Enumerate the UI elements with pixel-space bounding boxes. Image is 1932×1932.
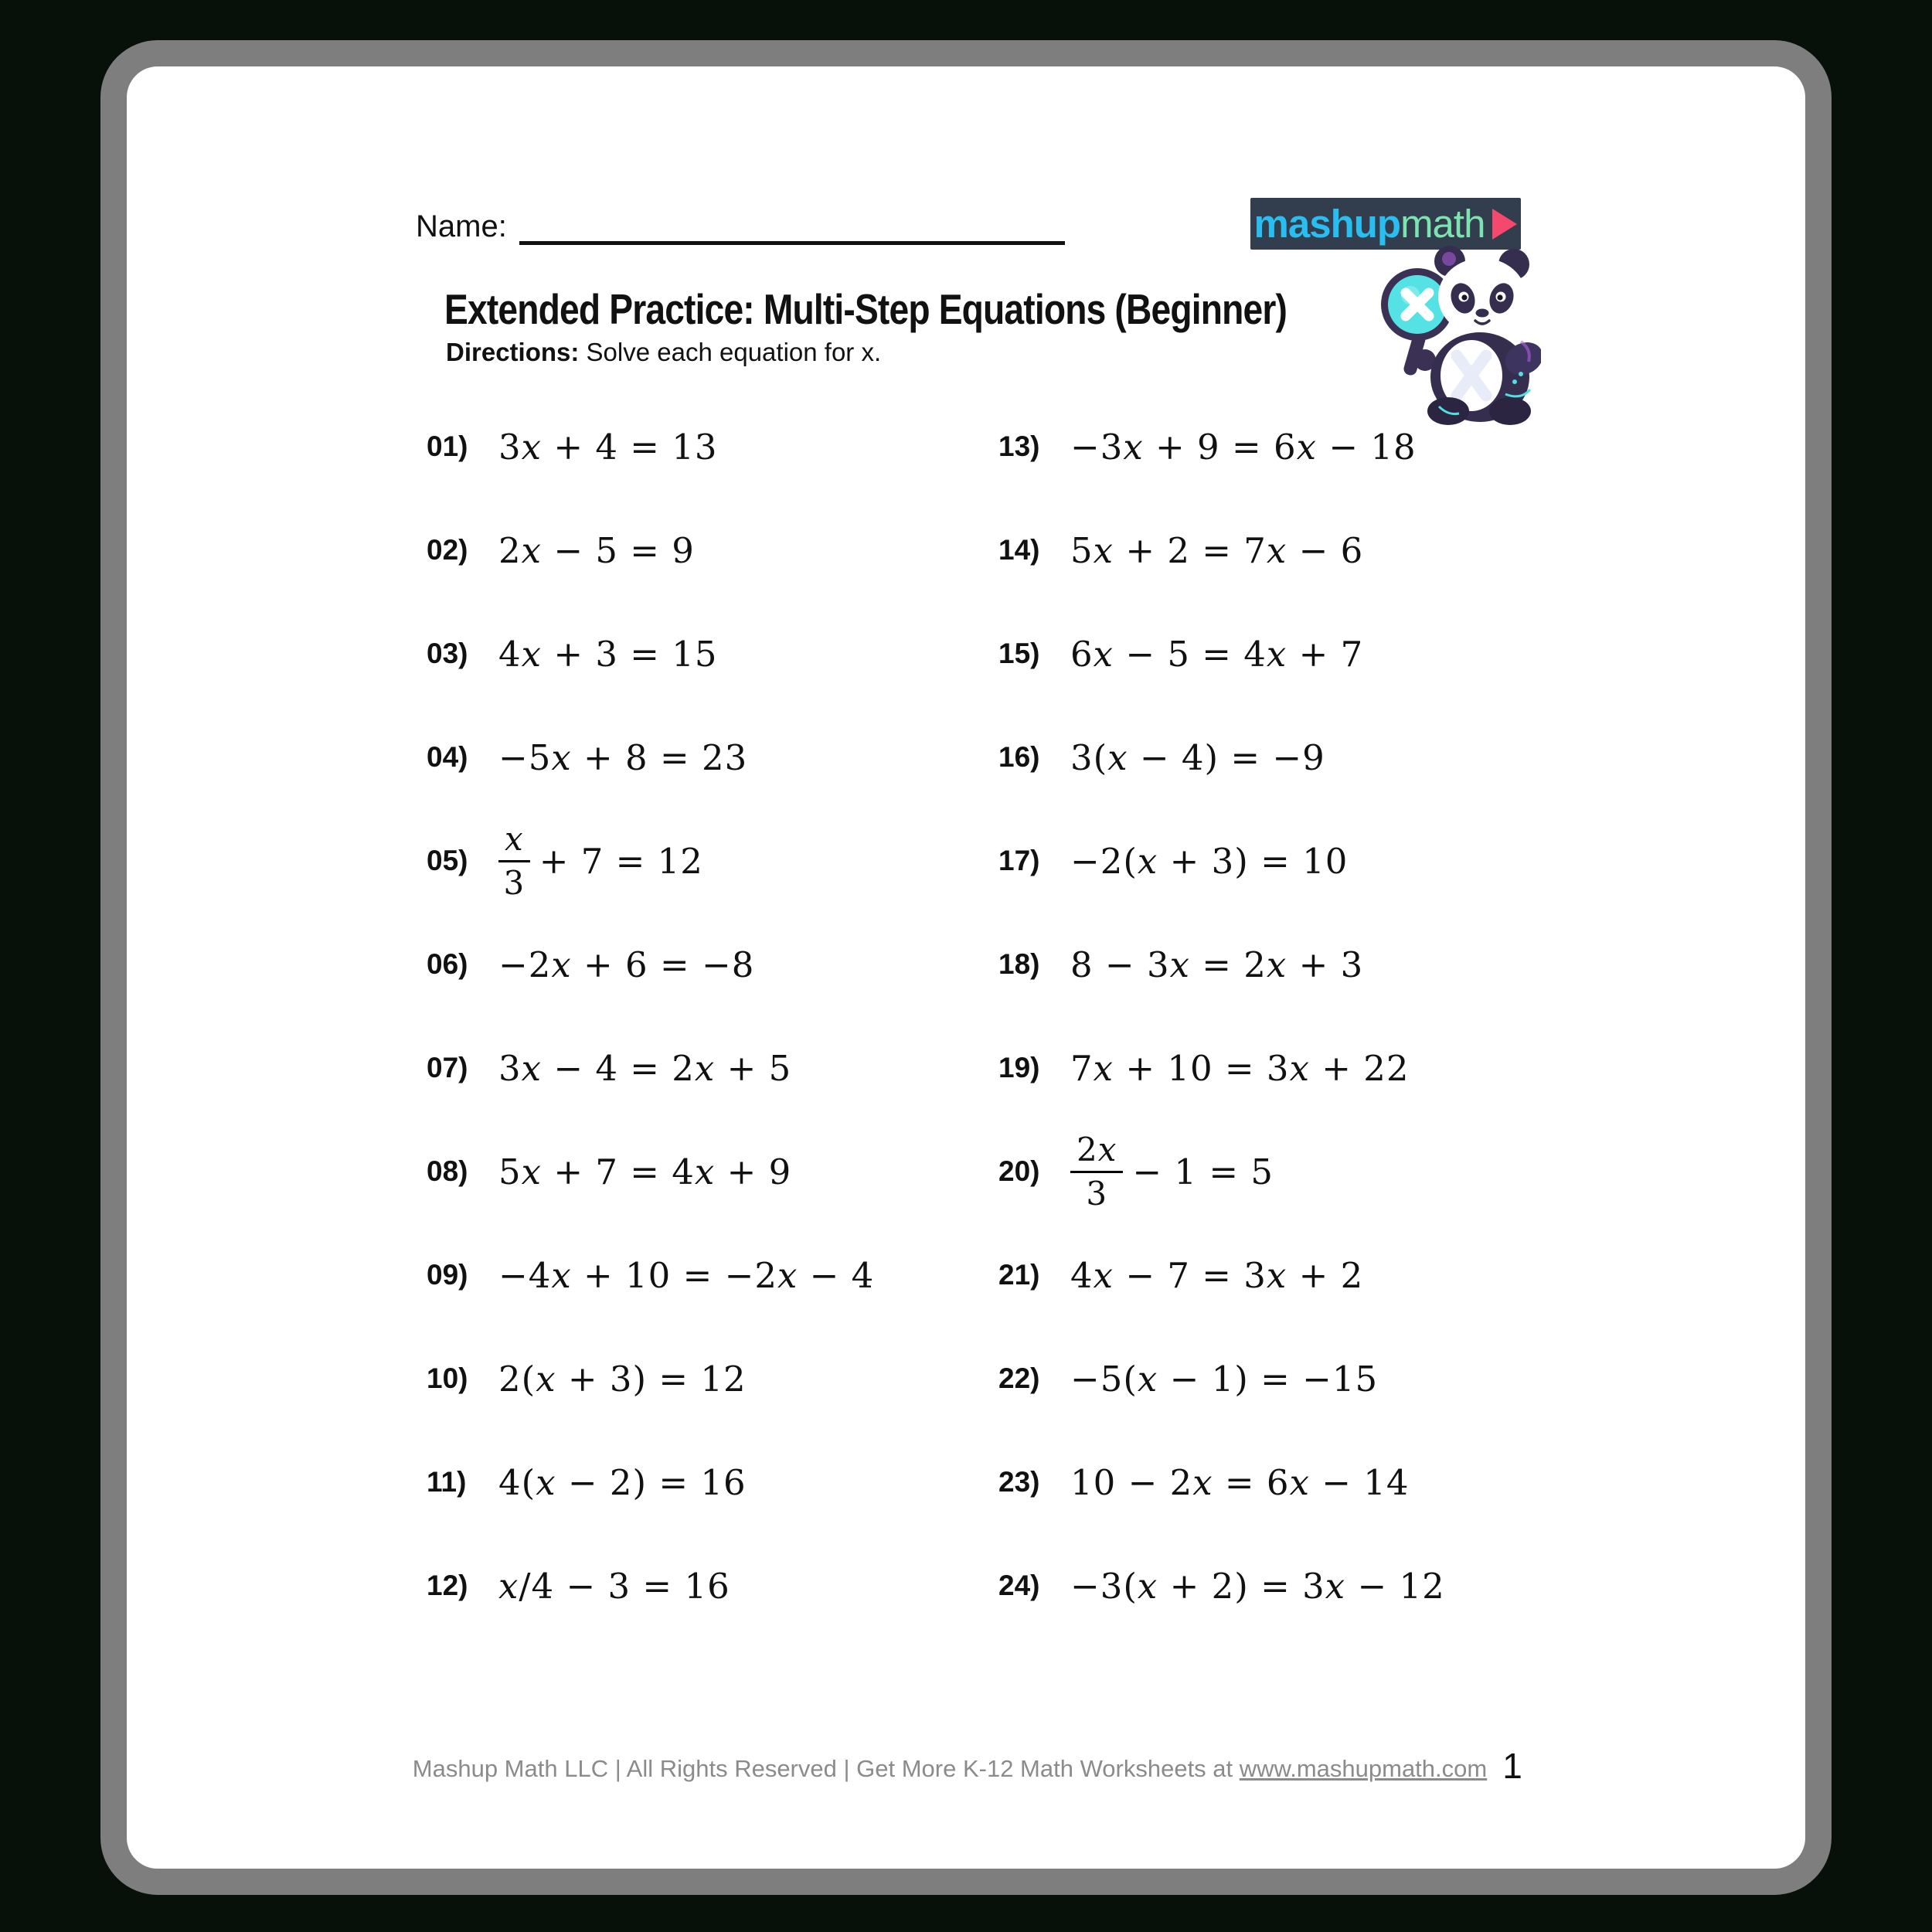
mashupmath-logo [1250, 198, 1521, 250]
page-title: Extended Practice: Multi-Step Equations (Beginner) [444, 285, 1287, 333]
equation: 2x − 5 = 9 [498, 529, 695, 571]
problem-number: 16) [998, 741, 1040, 773]
equation: −3(x + 2) = 3x − 12 [1070, 1565, 1445, 1607]
problem-number: 19) [998, 1052, 1040, 1083]
logo-text-math: math [1400, 202, 1485, 246]
problem-row [427, 809, 874, 913]
equation: −5x + 8 = 23 [498, 736, 748, 778]
problem-row [998, 1016, 1445, 1120]
play-triangle-icon [1492, 209, 1517, 240]
problem-row [998, 1120, 1445, 1223]
problem-number: 05) [427, 845, 468, 876]
equation: 4(x − 2) = 16 [498, 1461, 747, 1503]
equation: −3x + 9 = 6x − 18 [1070, 426, 1417, 468]
problem-row [998, 1327, 1445, 1430]
directions-label: Directions: [446, 338, 580, 366]
problem-number: 14) [998, 534, 1040, 566]
name-row [416, 207, 1065, 245]
problem-number: 24) [998, 1570, 1040, 1601]
problem-number: 09) [427, 1259, 468, 1291]
problem-row [998, 706, 1445, 809]
problem-number: 13) [998, 430, 1040, 462]
problem-row [998, 498, 1445, 602]
problem-row [427, 395, 874, 498]
name-blank-line [519, 207, 1065, 245]
name-label: Name: [416, 209, 507, 243]
footer-text: Mashup Math LLC | All Rights Reserved | Get More K-12 Math Worksheets at [412, 1755, 1240, 1782]
problem-number: 21) [998, 1259, 1040, 1291]
equation: 10 − 2x = 6x − 14 [1070, 1461, 1410, 1503]
problems-column-left [427, 395, 874, 1638]
equation: 4x − 7 = 3x + 2 [1070, 1254, 1364, 1296]
problem-row [427, 1327, 874, 1430]
page-number: 1 [1502, 1746, 1522, 1786]
directions-text: Solve each equation for x. [579, 338, 882, 366]
logo-text-mashup: mashup [1253, 202, 1401, 246]
problem-number: 23) [998, 1466, 1040, 1498]
problem-number: 11) [427, 1466, 467, 1498]
equation: 8 − 3x = 2x + 3 [1070, 944, 1364, 985]
problem-number: 02) [427, 534, 468, 566]
problem-number: 01) [427, 430, 468, 462]
equation: x/4 − 3 = 16 [498, 1565, 730, 1607]
problem-row [427, 602, 874, 706]
problem-row [427, 913, 874, 1016]
equation: −2x + 6 = −8 [498, 944, 755, 985]
equation: 5x + 2 = 7x − 6 [1070, 529, 1364, 571]
problem-number: 03) [427, 638, 468, 669]
problem-number: 22) [998, 1362, 1040, 1394]
problem-number: 12) [427, 1570, 468, 1601]
footer-link[interactable]: www.mashupmath.com [1239, 1755, 1488, 1782]
equation: 3x − 4 = 2x + 5 [498, 1047, 792, 1089]
problem-number: 20) [998, 1155, 1040, 1187]
problem-row [427, 1120, 874, 1223]
problem-row [427, 1430, 874, 1534]
equation: 3x + 4 = 13 [498, 426, 718, 468]
equation: 2(x + 3) = 12 [498, 1358, 747, 1400]
equation: $\frac{x}{3}$ + 7 = 12 [498, 823, 703, 900]
problem-row [427, 1016, 874, 1120]
problem-number: 04) [427, 741, 468, 773]
directions [446, 338, 881, 367]
equation: −5(x − 1) = −15 [1070, 1358, 1379, 1400]
problem-row [427, 1534, 874, 1638]
problem-number: 08) [427, 1155, 468, 1187]
problem-row [998, 395, 1445, 498]
equation: −4x + 10 = −2x − 4 [498, 1254, 875, 1296]
equation: 5x + 7 = 4x + 9 [498, 1151, 792, 1192]
equation: 7x + 10 = 3x + 22 [1070, 1047, 1410, 1089]
equation: 4x + 3 = 15 [498, 633, 718, 675]
problem-number: 10) [427, 1362, 468, 1394]
problem-number: 06) [427, 948, 468, 980]
problem-row [998, 913, 1445, 1016]
problem-row [998, 602, 1445, 706]
problem-number: 17) [998, 845, 1040, 876]
problem-row [998, 1430, 1445, 1534]
problem-number: 07) [427, 1052, 468, 1083]
problem-row [427, 706, 874, 809]
problem-row [998, 809, 1445, 913]
problem-row [998, 1534, 1445, 1638]
equation: 6x − 5 = 4x + 7 [1070, 633, 1364, 675]
problem-number: 18) [998, 948, 1040, 980]
problem-row [427, 498, 874, 602]
equation: −2(x + 3) = 10 [1070, 840, 1349, 882]
equation: $\frac{2x}{3}$ − 1 = 5 [1070, 1134, 1274, 1210]
problem-number: 15) [998, 638, 1040, 669]
problem-row [427, 1223, 874, 1327]
problems-column-right [998, 395, 1445, 1638]
problem-row [998, 1223, 1445, 1327]
equation: 3(x − 4) = −9 [1070, 736, 1325, 778]
